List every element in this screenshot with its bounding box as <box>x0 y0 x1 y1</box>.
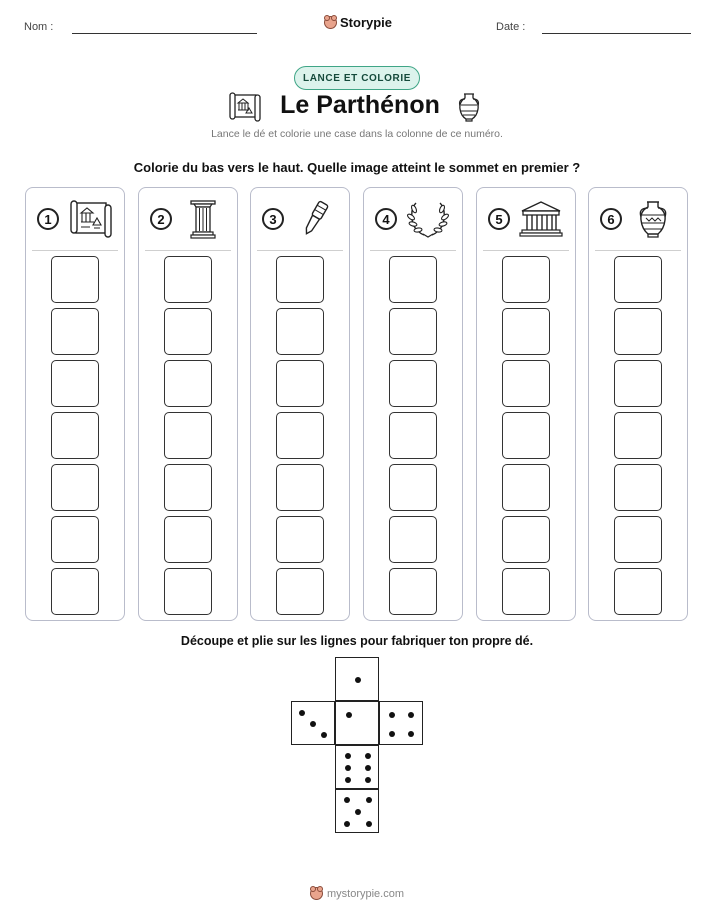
subtitle: Lance le dé et colorie une case dans la colonne de ce numéro. <box>211 128 503 140</box>
cut-instruction: Découpe et plie sur les lignes pour fabriquer ton propre dé. <box>180 634 534 648</box>
die-pip <box>344 797 350 803</box>
die-pip <box>366 797 372 803</box>
color-box[interactable] <box>164 568 212 615</box>
color-box[interactable] <box>276 256 324 303</box>
name-line[interactable] <box>72 33 257 34</box>
column-divider <box>257 250 343 251</box>
die-pip <box>345 777 351 783</box>
scroll-icon <box>68 199 112 239</box>
color-box[interactable] <box>502 464 550 511</box>
color-box[interactable] <box>276 464 324 511</box>
column-3 <box>250 187 350 621</box>
column-divider <box>370 250 456 251</box>
date-line[interactable] <box>542 33 691 34</box>
bear-logo-icon <box>310 887 323 900</box>
column-number: 1 <box>37 208 59 230</box>
column-divider <box>595 250 681 251</box>
color-box[interactable] <box>614 464 662 511</box>
color-box[interactable] <box>164 412 212 459</box>
color-box[interactable] <box>51 256 99 303</box>
column-number: 5 <box>488 208 510 230</box>
die-pip <box>365 753 371 759</box>
die-pip <box>366 821 372 827</box>
color-box[interactable] <box>276 516 324 563</box>
color-box[interactable] <box>51 412 99 459</box>
color-box[interactable] <box>276 360 324 407</box>
color-box[interactable] <box>389 568 437 615</box>
column-4 <box>363 187 463 621</box>
die-pip <box>321 732 327 738</box>
laurel-wreath-icon <box>406 199 450 239</box>
activity-badge: LANCE ET COLORIE <box>294 66 420 90</box>
column-5 <box>476 187 576 621</box>
color-box[interactable] <box>389 464 437 511</box>
die-pip <box>344 821 350 827</box>
footer <box>300 887 414 900</box>
die-pip <box>365 765 371 771</box>
dice-face-lower <box>335 745 379 789</box>
color-box[interactable] <box>389 308 437 355</box>
amphora-icon <box>631 199 675 239</box>
color-box[interactable] <box>164 516 212 563</box>
color-box[interactable] <box>164 464 212 511</box>
color-box[interactable] <box>614 516 662 563</box>
temple-icon <box>519 199 563 239</box>
dice-face-left <box>291 701 335 745</box>
die-pip <box>408 731 414 737</box>
instruction: Colorie du bas vers le haut. Quelle image atteint le sommet en premier ? <box>133 160 581 175</box>
die-pip <box>355 677 361 683</box>
color-box[interactable] <box>502 308 550 355</box>
color-box[interactable] <box>389 412 437 459</box>
color-box[interactable] <box>389 256 437 303</box>
column-1 <box>25 187 125 621</box>
die-pip <box>365 777 371 783</box>
page-title: Le Parthénon <box>280 91 440 119</box>
chisel-icon <box>293 199 337 239</box>
color-box[interactable] <box>164 308 212 355</box>
bear-logo-icon <box>324 16 337 29</box>
color-box[interactable] <box>502 256 550 303</box>
amphora-title-icon <box>456 91 482 123</box>
die-pip <box>345 765 351 771</box>
die-pip <box>345 753 351 759</box>
color-box[interactable] <box>502 412 550 459</box>
column-number: 3 <box>262 208 284 230</box>
color-box[interactable] <box>389 360 437 407</box>
column-divider <box>32 250 118 251</box>
column-number: 6 <box>600 208 622 230</box>
color-box[interactable] <box>502 516 550 563</box>
color-box[interactable] <box>276 568 324 615</box>
column-icon <box>181 199 225 239</box>
dice-face-bottom <box>335 789 379 833</box>
color-box[interactable] <box>502 568 550 615</box>
color-box[interactable] <box>276 308 324 355</box>
dice-face-center <box>335 701 379 745</box>
dice-face-right <box>379 701 423 745</box>
color-box[interactable] <box>614 360 662 407</box>
date-label: Date : <box>496 21 526 33</box>
color-box[interactable] <box>164 256 212 303</box>
die-pip <box>389 712 395 718</box>
column-divider <box>145 250 231 251</box>
color-box[interactable] <box>51 516 99 563</box>
die-pip <box>389 731 395 737</box>
color-box[interactable] <box>276 412 324 459</box>
column-6 <box>588 187 688 621</box>
color-box[interactable] <box>614 308 662 355</box>
die-pip <box>310 721 316 727</box>
color-box[interactable] <box>614 568 662 615</box>
color-box[interactable] <box>614 256 662 303</box>
column-number: 2 <box>150 208 172 230</box>
column-number: 4 <box>375 208 397 230</box>
column-2 <box>138 187 238 621</box>
color-box[interactable] <box>51 568 99 615</box>
name-label: Nom : <box>24 21 54 33</box>
dice-face-top <box>335 657 379 701</box>
color-box[interactable] <box>51 464 99 511</box>
die-pip <box>346 712 352 718</box>
color-box[interactable] <box>502 360 550 407</box>
die-pip <box>408 712 414 718</box>
color-box[interactable] <box>164 360 212 407</box>
color-box[interactable] <box>389 516 437 563</box>
color-box[interactable] <box>51 308 99 355</box>
brand-logo <box>324 15 392 30</box>
color-box[interactable] <box>51 360 99 407</box>
die-pip <box>299 710 305 716</box>
column-divider <box>483 250 569 251</box>
brand-name: Storypie <box>340 15 393 30</box>
footer-url[interactable]: mystorypie.com <box>326 887 405 900</box>
die-pip <box>355 809 361 815</box>
color-box[interactable] <box>614 412 662 459</box>
